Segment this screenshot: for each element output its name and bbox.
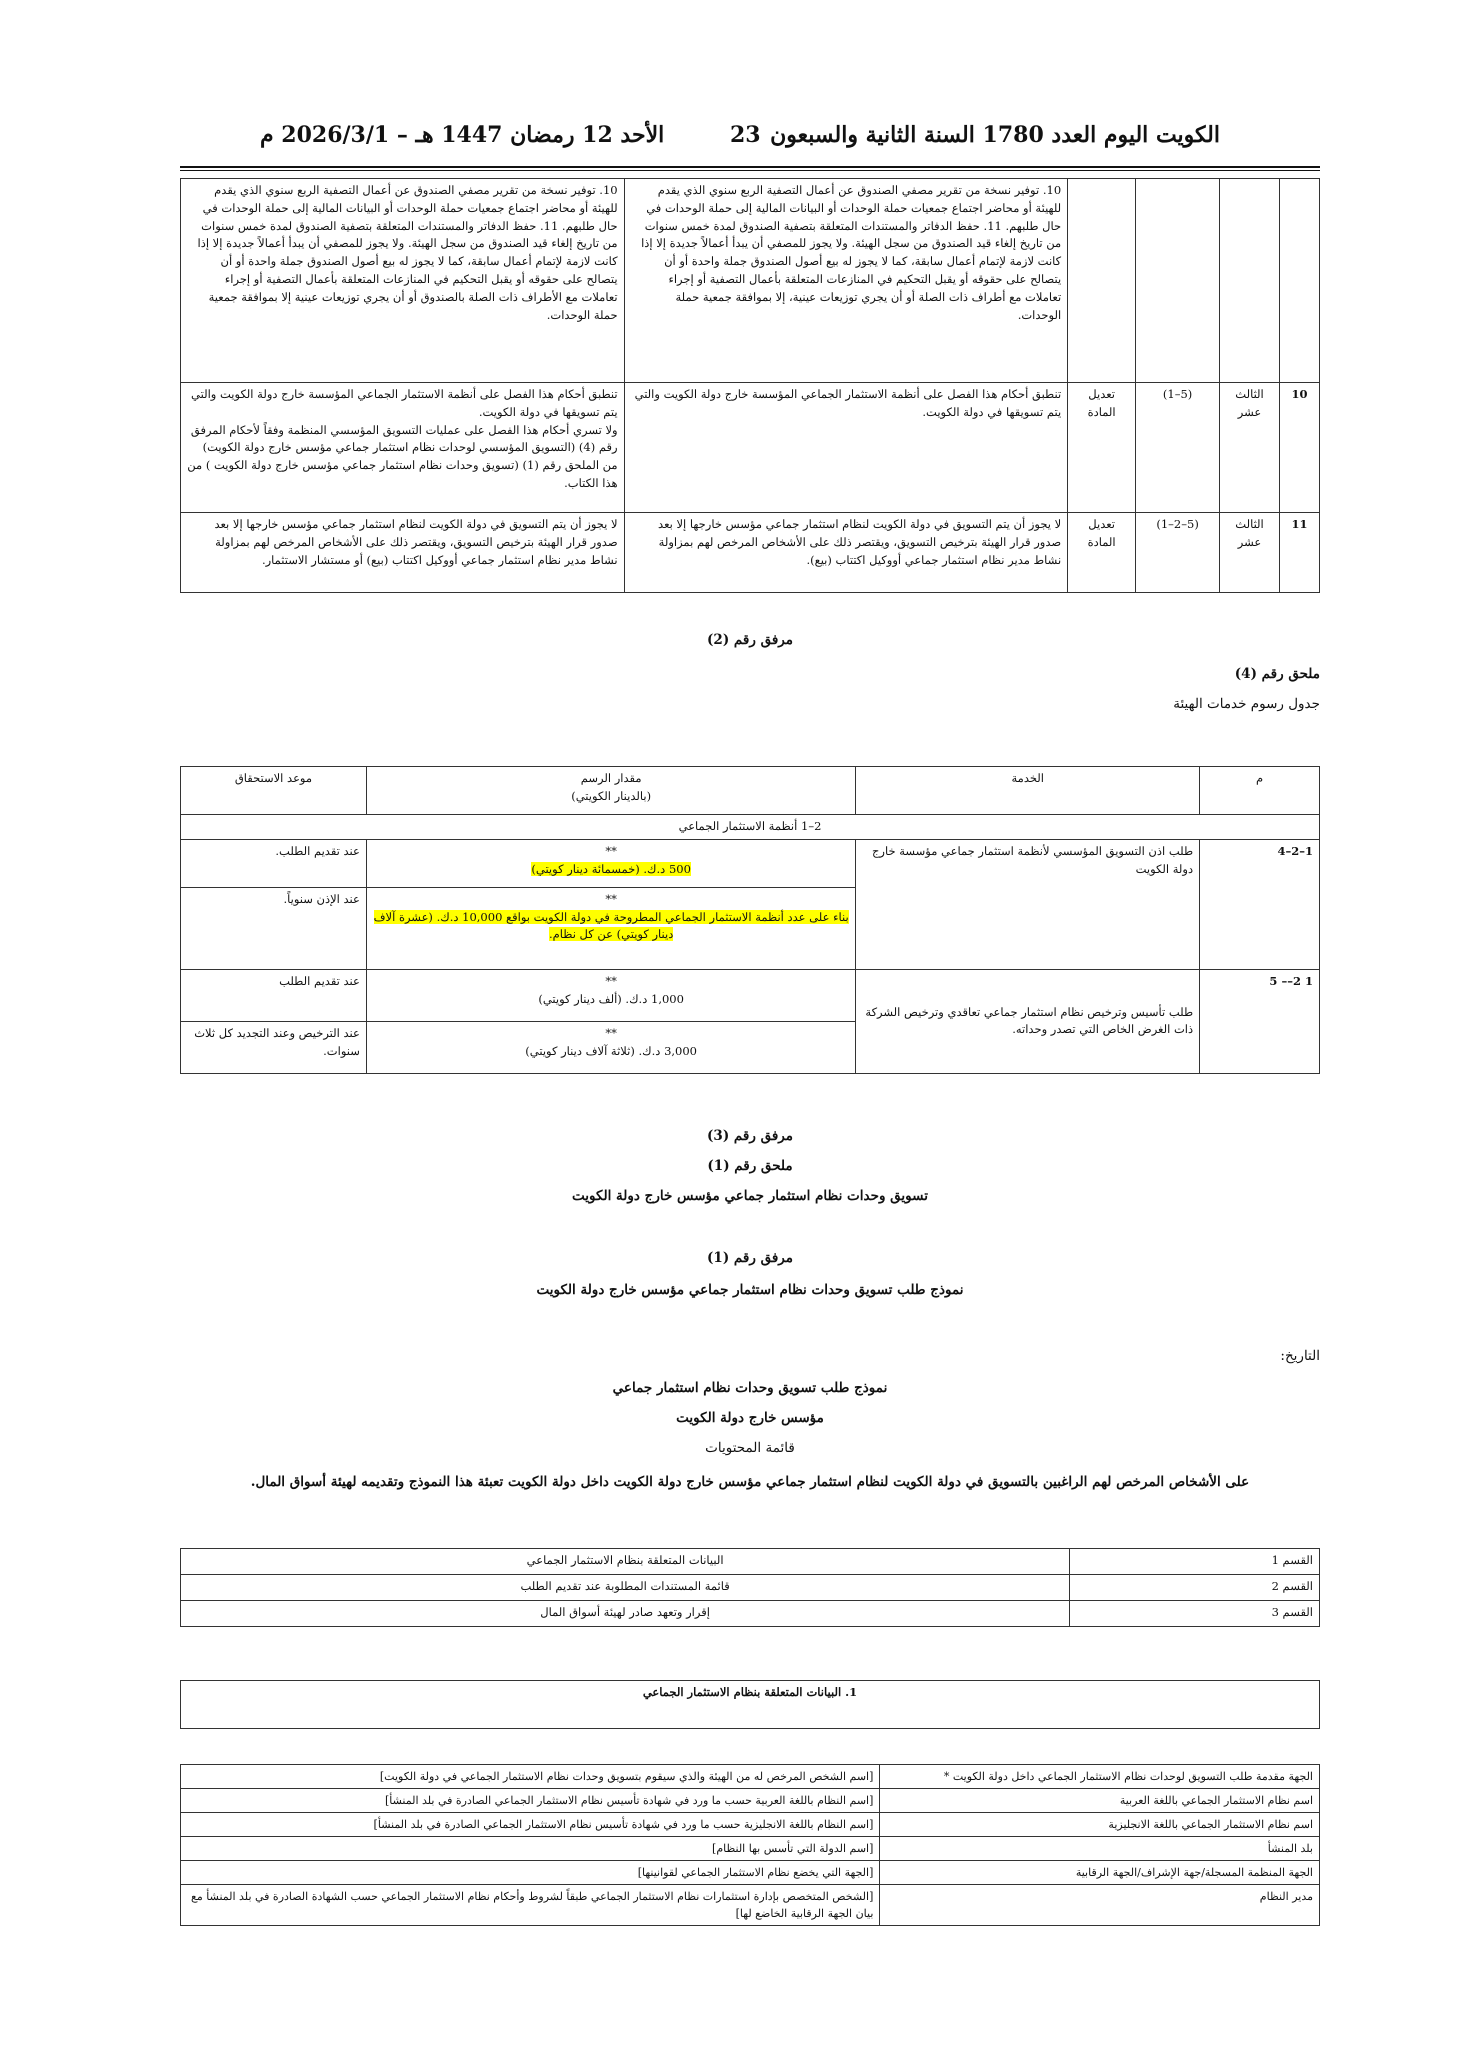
- row-fee: ** 500 د.ك. (خمسمائة دينار كويتي): [366, 839, 856, 887]
- header-page-number: 23: [730, 122, 761, 148]
- text-after: لا يجوز أن يتم التسويق في دولة الكويت لنظام استثمار جماعي مؤسس خارجها إلا بعد صدور قرار الهيئة بترخيص التسويق، ويقتصر ذلك على الأشخاص المرخص لهم بمزاولة نشاط مدير نظام استثمار جماعي أووكيل اكتتاب (بيع) أو مستشار الاستثمار.: [181, 513, 625, 593]
- field-value: [اسم الدولة التي تأسس بها النظام]: [181, 1837, 880, 1861]
- text-before: تنطبق أحكام هذا الفصل على أنظمة الاستثمار الجماعي المؤسسة خارج دولة الكويت والتي يتم تسويقها في دولة الكويت.: [624, 383, 1068, 513]
- fields-table: [180, 1764, 1320, 1926]
- field-value: [الجهة التي يخضع نظام الاستثمار الجماعي لقوانينها]: [181, 1861, 880, 1885]
- row-due: عند الإذن سنوياً.: [181, 887, 367, 969]
- header-rule-thin: [180, 170, 1320, 171]
- row-due: عند الترخيص وعند التجديد كل ثلاث سنوات.: [181, 1021, 367, 1073]
- row-article: (5–2–1): [1136, 513, 1220, 593]
- table-row: [181, 179, 1320, 383]
- text-after: [181, 383, 625, 513]
- table-row: [181, 513, 1320, 593]
- attachment3-title: مرفق رقم (3): [707, 1128, 793, 1144]
- section-desc: إقرار وتعهد صادر لهيئة أسواق المال: [181, 1601, 1070, 1627]
- row-number: 1–2–4: [1200, 839, 1320, 969]
- text-after-para-2: ولا تسري أحكام هذا الفصل على عمليات التسويق المؤسسي المنظمة وفقاً لأحكام المرفق رقم (4) (التسويق المؤسسي لوحدات نظام استثمار جماعي مؤسس خارج دولة الكويت) من الملحق رقم (1) (تسويق وحدات نظام استثمار جماعي مؤسس خارج دولة الكويت ) من هذا الكتاب.: [187, 422, 618, 491]
- attachment2-annex: ملحق رقم (4): [1234, 666, 1320, 682]
- text-after: 10. توفير نسخة من تقرير مصفي الصندوق عن أعمال التصفية الربع سنوي الذي يقدم للهيئة أو محاضر اجتماع جمعيات حملة الوحدات أو البيانات المالية إلى حملة الوحدات في حال طلبهم. 11. حفظ الدفاتر والمستندات المتعلقة بتصفية الصندوق لمدة خمس سنوات من تاريخ إلغاء قيد الصندوق من سجل الهيئة. ولا يجوز للمصفي أن يبدأ أعمالاً جديدة إلا إذا كانت لازمة لإتمام أعمال سابقة، كما لا يجوز له بيع أصول الصندوق جملة واحدة أو أن يتصالح على حقوقه أو يقبل التحكيم في المنازعات المتعلقة بأعمال التصفية أو إجراء تعاملات مع الأطراف ذات الصلة بالصندوق أو أن يجري توزيعات عينية إلا بموافقة جمعية حملة الوحدات.: [181, 179, 625, 383]
- contents-table: [180, 1548, 1320, 1627]
- row-fee: ** 1,000 د.ك. (ألف دينار كويتي): [366, 969, 856, 1021]
- attachment3-annex: ملحق رقم (1): [707, 1158, 793, 1174]
- header-rule: [180, 166, 1320, 168]
- header-date: الأحد 12 رمضان 1447 هـ – 2026/3/1 م: [260, 122, 665, 148]
- field-label: اسم نظام الاستثمار الجماعي باللغة الانجليزية: [880, 1813, 1320, 1837]
- table-row: [181, 1549, 1320, 1575]
- table-row: [181, 1861, 1320, 1885]
- field-value: [اسم النظام باللغة العربية حسب ما ورد في شهادة تأسيس نظام الاستثمار الجماعي الصادرة في بلد المنشأ]: [181, 1789, 880, 1813]
- field-label: الجهة مقدمة طلب التسويق لوحدات نظام الاستثمار الجماعي داخل دولة الكويت *: [880, 1765, 1320, 1789]
- field-label: مدير النظام: [880, 1885, 1320, 1926]
- field-label: الجهة المنظمة المسجلة/جهة الإشراف/الجهة الرقابية: [880, 1861, 1320, 1885]
- header-fee: مقدار الرسم (بالدينار الكويتي): [366, 767, 856, 815]
- attachment3-subtitle: تسويق وحدات نظام استثمار جماعي مؤسس خارج دولة الكويت: [572, 1188, 928, 1204]
- field-label: اسم نظام الاستثمار الجماعي باللغة العربية: [880, 1789, 1320, 1813]
- row-type: تعديل المادة: [1068, 513, 1136, 593]
- row-number: 1 2–– 5: [1200, 969, 1320, 1073]
- header-issue: الكويت اليوم العدد 1780 السنة الثانية والسبعون: [770, 122, 1220, 148]
- row-due: عند تقديم الطلب.: [181, 839, 367, 887]
- section-label: القسم 3: [1070, 1601, 1320, 1627]
- fees-section-row: [181, 815, 1320, 840]
- header-service: الخدمة: [856, 767, 1200, 815]
- row-number: 11: [1280, 513, 1320, 593]
- page-header: [260, 122, 1220, 158]
- row-module: الثالث عشر: [1220, 513, 1280, 593]
- row-fee: ** 3,000 د.ك. (ثلاثة آلاف دينار كويتي): [366, 1021, 856, 1073]
- table-row: [181, 1885, 1320, 1926]
- section-label: القسم 1: [1070, 1549, 1320, 1575]
- table-row: [181, 1789, 1320, 1813]
- field-value: [الشخص المتخصص بإدارة استثمارات نظام الاستثمار الجماعي طبقاً لشروط وأحكام نظام الاستثمار الجماعي حسب الشهادة الصادرة في بلد المنشأ مع بيان الجهة الرقابية الخاضع لها]: [181, 1885, 880, 1926]
- appendix1-subtitle: نموذج طلب تسويق وحدات نظام استثمار جماعي مؤسس خارج دولة الكويت: [536, 1282, 964, 1298]
- appendix1-title: مرفق رقم (1): [707, 1250, 793, 1266]
- text-after-para-1: تنطبق أحكام هذا الفصل على أنظمة الاستثمار الجماعي المؤسسة خارج دولة الكويت والتي يتم تسويقها في دولة الكويت.: [191, 387, 618, 419]
- table-row: [181, 1601, 1320, 1627]
- row-article: (5–1): [1136, 383, 1220, 513]
- row-type: تعديل المادة: [1068, 383, 1136, 513]
- form-title-2: مؤسس خارج دولة الكويت: [676, 1410, 824, 1426]
- fees-header-row: [181, 767, 1320, 815]
- date-label: التاريخ:: [1280, 1348, 1320, 1364]
- row-service: طلب اذن التسويق المؤسسي لأنظمة استثمار جماعي مؤسسة خارج دولة الكويت: [856, 839, 1200, 969]
- table-row: [181, 1765, 1320, 1789]
- attachment2-title: مرفق رقم (2): [707, 632, 793, 648]
- row-number: 10: [1280, 383, 1320, 513]
- row-service: طلب تأسيس وترخيص نظام استثمار جماعي تعاقدي وترخيص الشركة ذات الغرض الخاص التي تصدر وحداته.: [856, 969, 1200, 1073]
- text-before: 10. توفير نسخة من تقرير مصفي الصندوق عن أعمال التصفية الربع سنوي الذي يقدم للهيئة أو محاضر اجتماع جمعيات حملة الوحدات أو البيانات المالية إلى حملة الوحدات في حال طلبهم. 11. حفظ الدفاتر والمستندات المتعلقة بتصفية الصندوق لمدة خمس سنوات من تاريخ إلغاء قيد الصندوق من سجل الهيئة. ولا يجوز للمصفي أن يبدأ أعمالاً جديدة إلا إذا كانت لازمة لإتمام أعمال سابقة، كما لا يجوز له بيع أصول الصندوق جملة واحدة أو أن يتصالح على حقوقه أو يقبل التحكيم في المنازعات المتعلقة بأعمال التصفية أو إجراء تعاملات مع أطراف ذات الصلة أو أن يجري توزيعات عينية، إلا بموافقة جمعية حملة الوحدات.: [624, 179, 1068, 383]
- section-desc: البيانات المتعلقة بنظام الاستثمار الجماعي: [181, 1549, 1070, 1575]
- attachment2-subtitle: جدول رسوم خدمات الهيئة: [1173, 696, 1320, 712]
- table-row: [181, 1837, 1320, 1861]
- section1-title: 1. البيانات المتعلقة بنظام الاستثمار الجماعي: [181, 1681, 1320, 1729]
- table-row: [181, 969, 1320, 1021]
- amendments-table: [180, 178, 1320, 593]
- header-no: م: [1200, 767, 1320, 815]
- section-label: القسم 2: [1070, 1575, 1320, 1601]
- table-row: [181, 1813, 1320, 1837]
- field-value: [اسم النظام باللغة الانجليزية حسب ما ورد في شهادة تأسيس نظام الاستثمار الجماعي الصادرة في بلد المنشأ]: [181, 1813, 880, 1837]
- table-row: [181, 1575, 1320, 1601]
- table-row: [181, 839, 1320, 887]
- field-value: [اسم الشخص المرخص له من الهيئة والذي سيقوم بتسويق وحدات نظام الاستثمار الجماعي في دولة الكويت]: [181, 1765, 880, 1789]
- section-desc: قائمة المستندات المطلوبة عند تقديم الطلب: [181, 1575, 1070, 1601]
- contents-title: قائمة المحتويات: [705, 1440, 795, 1456]
- section-title: 2–1 أنظمة الاستثمار الجماعي: [181, 815, 1320, 840]
- form-title-1: نموذج طلب تسويق وحدات نظام استثمار جماعي: [612, 1380, 888, 1396]
- row-due: عند تقديم الطلب: [181, 969, 367, 1021]
- section1-box: [180, 1680, 1320, 1729]
- field-label: بلد المنشأ: [880, 1837, 1320, 1861]
- header-due: موعد الاستحقاق: [181, 767, 367, 815]
- fees-table: [180, 766, 1320, 1074]
- row-module: الثالث عشر: [1220, 383, 1280, 513]
- row-fee: ** بناء على عدد أنظمة الاستثمار الجماعي المطروحة في دولة الكويت بواقع 10,000 د.ك. (عشرة آلاف دينار كويتي) عن كل نظام.: [366, 887, 856, 969]
- form-intro: على الأشخاص المرخص لهم الراغبين بالتسويق في دولة الكويت لنظام استثمار جماعي مؤسس خارج دولة الكويت داخل دولة الكويت تعبئة هذا النموذج وتقديمه لهيئة أسواق المال.: [250, 1474, 1250, 1490]
- table-row: [181, 383, 1320, 513]
- text-before: لا يجوز أن يتم التسويق في دولة الكويت لنظام استثمار جماعي مؤسس خارجها إلا بعد صدور قرار الهيئة بترخيص التسويق، ويقتصر ذلك على الأشخاص المرخص لهم بمزاولة نشاط مدير نظام استثمار جماعي أووكيل اكتتاب (بيع).: [624, 513, 1068, 593]
